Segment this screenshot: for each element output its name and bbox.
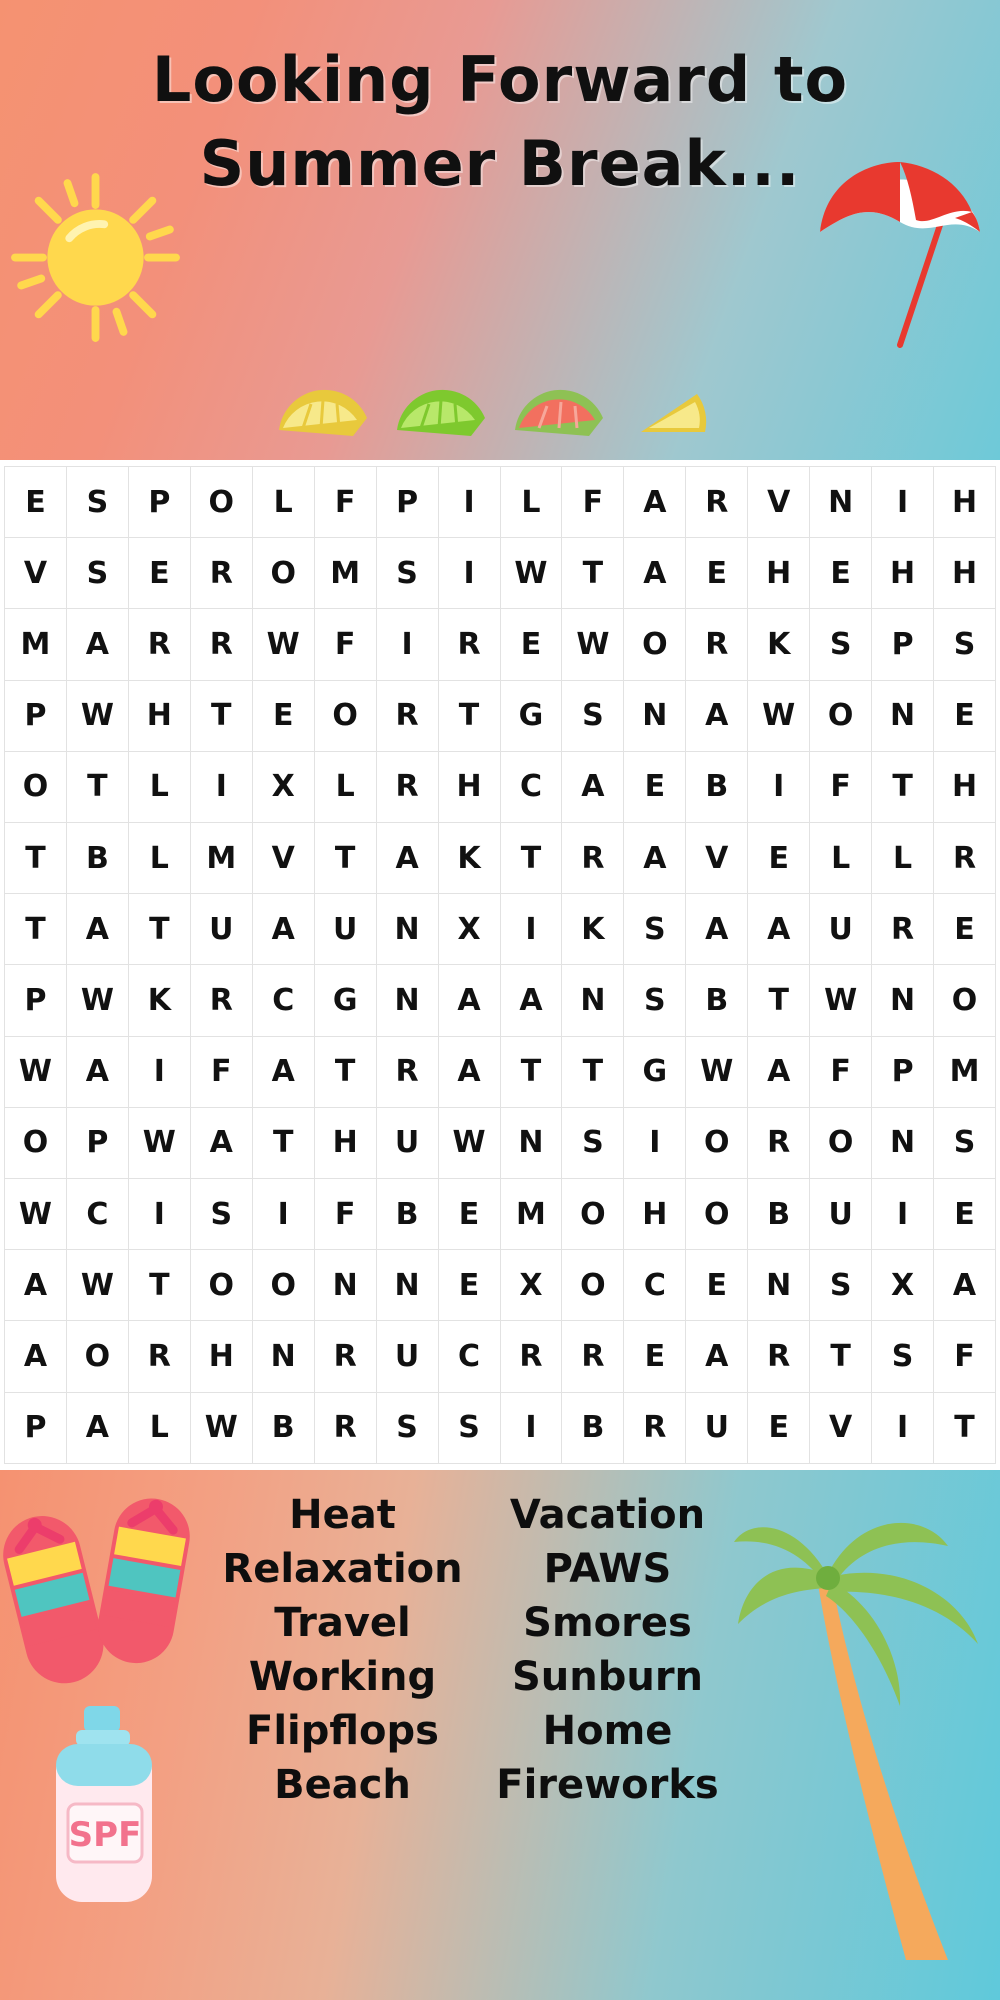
grid-cell[interactable]: N [748,1250,810,1321]
grid-cell[interactable]: R [438,609,500,680]
grid-cell[interactable]: T [934,1392,996,1463]
grid-cell[interactable]: U [190,894,252,965]
grid-cell[interactable]: V [686,823,748,894]
word-item[interactable]: Beach [274,1762,411,1808]
grid-cell[interactable]: O [252,1250,314,1321]
grid-cell[interactable]: A [5,1250,67,1321]
grid-cell[interactable]: R [376,751,438,822]
grid-cell[interactable]: B [376,1179,438,1250]
grid-cell[interactable]: E [686,538,748,609]
word-item[interactable]: Heat [289,1492,396,1538]
grid-cell[interactable]: K [562,894,624,965]
grid-cell[interactable]: W [438,1107,500,1178]
grid-cell[interactable]: I [128,1036,190,1107]
grid-cell[interactable]: L [500,467,562,538]
grid-cell[interactable]: U [314,894,376,965]
grid-cell[interactable]: A [934,1250,996,1321]
word-item[interactable]: Smores [523,1600,692,1646]
grid-cell[interactable]: R [872,894,934,965]
grid-cell[interactable]: A [66,894,128,965]
grid-cell[interactable]: M [5,609,67,680]
grid-cell[interactable]: P [376,467,438,538]
grid-cell[interactable]: R [748,1107,810,1178]
grid-cell[interactable]: O [314,680,376,751]
grid-cell[interactable]: A [748,894,810,965]
grid-cell[interactable]: R [562,1321,624,1392]
grid-cell[interactable]: N [872,1107,934,1178]
grid-cell[interactable]: U [810,894,872,965]
grid-cell[interactable]: B [562,1392,624,1463]
grid-cell[interactable]: S [810,609,872,680]
grid-cell[interactable]: A [252,894,314,965]
grid-cell[interactable]: X [500,1250,562,1321]
grid-cell[interactable]: I [438,467,500,538]
grid-cell[interactable]: N [810,467,872,538]
grid-cell[interactable]: H [438,751,500,822]
table-row [5,751,996,822]
table-row [5,1107,996,1178]
grid-cell[interactable]: O [686,1179,748,1250]
grid-cell[interactable]: I [500,894,562,965]
word-item[interactable]: PAWS [543,1546,672,1592]
grid-cell[interactable]: E [128,538,190,609]
grid-cell[interactable]: S [934,1107,996,1178]
grid-cell[interactable]: E [748,823,810,894]
grid-cell[interactable]: E [810,538,872,609]
grid-cell[interactable]: I [748,751,810,822]
grid-cell[interactable]: S [624,965,686,1036]
grid-cell[interactable]: R [376,1036,438,1107]
grid-cell[interactable]: W [252,609,314,680]
grid-cell[interactable]: C [624,1250,686,1321]
grid-cell[interactable]: R [686,467,748,538]
grid-cell[interactable]: A [376,823,438,894]
grid-cell[interactable]: O [252,538,314,609]
grid-cell[interactable]: T [314,1036,376,1107]
grid-cell[interactable]: A [624,538,686,609]
grid-cell[interactable]: H [934,538,996,609]
grid-cell[interactable]: R [128,609,190,680]
grid-cell[interactable]: P [66,1107,128,1178]
grid-cell[interactable]: T [128,894,190,965]
grid-cell[interactable]: S [562,680,624,751]
word-item[interactable]: Vacation [509,1492,706,1538]
lemon-wedge-icon [627,380,727,442]
grid-cell[interactable]: S [624,894,686,965]
grid-cell[interactable]: B [686,751,748,822]
grid-cell[interactable]: S [376,1392,438,1463]
grid-cell[interactable]: W [5,1036,67,1107]
grid-cell[interactable]: T [562,538,624,609]
grid-cell[interactable]: R [190,538,252,609]
grid-cell[interactable]: I [128,1179,190,1250]
grid-cell[interactable]: I [190,751,252,822]
word-item[interactable]: Flipflops [246,1708,439,1754]
word-item[interactable]: Home [542,1708,673,1754]
grid-cell[interactable]: T [500,1036,562,1107]
grid-cell[interactable]: M [934,1036,996,1107]
grid-cell[interactable]: T [562,1036,624,1107]
grid-cell[interactable]: P [872,1036,934,1107]
grid-cell[interactable]: R [624,1392,686,1463]
fruit-decoration-row [0,380,1000,442]
grid-cell[interactable]: T [500,823,562,894]
footer-wordlist-banner [0,1470,1000,2000]
word-item[interactable]: Sunburn [511,1654,704,1700]
grid-cell[interactable]: R [190,609,252,680]
grid-cell[interactable]: A [438,1036,500,1107]
grid-cell[interactable]: O [562,1179,624,1250]
grid-cell[interactable]: O [934,965,996,1036]
grid-cell[interactable]: L [128,1392,190,1463]
grid-cell[interactable]: N [872,965,934,1036]
grid-cell[interactable]: T [190,680,252,751]
table-row [5,467,996,538]
grid-cell[interactable]: R [686,609,748,680]
grid-cell[interactable]: A [624,467,686,538]
grid-cell[interactable]: I [376,609,438,680]
grid-cell[interactable]: I [438,538,500,609]
grid-cell[interactable]: N [252,1321,314,1392]
grid-cell[interactable]: L [252,467,314,538]
grid-cell[interactable]: E [5,467,67,538]
grid-cell[interactable]: E [252,680,314,751]
grid-cell[interactable]: W [748,680,810,751]
grid-cell[interactable]: A [562,751,624,822]
grid-cell[interactable]: A [66,1392,128,1463]
sunscreen-label: SPF [68,1815,142,1855]
grid-cell[interactable]: N [376,894,438,965]
grid-cell[interactable]: A [624,823,686,894]
title-block [0,38,1000,205]
grid-cell[interactable]: R [562,823,624,894]
word-item[interactable]: Working [248,1654,437,1700]
lime-slice-icon [391,380,491,442]
table-row [5,1036,996,1107]
table-row [5,1250,996,1321]
grid-cell[interactable]: H [128,680,190,751]
grid-cell[interactable]: V [748,467,810,538]
grid-cell[interactable]: F [314,609,376,680]
grid-cell[interactable]: O [66,1321,128,1392]
grid-cell[interactable]: A [5,1321,67,1392]
grid-cell[interactable]: T [66,751,128,822]
word-item[interactable]: Fireworks [496,1762,719,1808]
grid-cell[interactable]: B [66,823,128,894]
grid-cell[interactable]: G [314,965,376,1036]
puzzle-grid-container [0,460,1000,1470]
grid-cell[interactable]: R [128,1321,190,1392]
word-item[interactable]: Relaxation [222,1546,463,1592]
grid-cell[interactable]: H [872,538,934,609]
grid-cell[interactable]: R [934,823,996,894]
grid-cell[interactable]: W [190,1392,252,1463]
grid-cell[interactable]: T [810,1321,872,1392]
grid-cell[interactable]: S [438,1392,500,1463]
grid-cell[interactable]: F [562,467,624,538]
table-row [5,1179,996,1250]
grid-cell[interactable]: O [190,467,252,538]
grid-cell[interactable]: U [810,1179,872,1250]
grid-cell[interactable]: T [748,965,810,1036]
grid-cell[interactable]: T [128,1250,190,1321]
grid-cell[interactable]: C [66,1179,128,1250]
grid-cell[interactable]: W [500,538,562,609]
grid-cell[interactable]: E [934,894,996,965]
grid-cell[interactable]: T [5,823,67,894]
grid-cell[interactable]: F [314,1179,376,1250]
grid-cell[interactable]: E [438,1250,500,1321]
grid-cell[interactable]: R [376,680,438,751]
letter-grid[interactable] [4,466,996,1464]
grid-cell[interactable]: A [66,609,128,680]
grid-cell[interactable]: K [128,965,190,1036]
grid-cell[interactable]: W [66,680,128,751]
grid-cell[interactable]: M [314,538,376,609]
grid-cell[interactable]: W [128,1107,190,1178]
grid-cell[interactable]: A [686,894,748,965]
grid-cell[interactable]: A [748,1036,810,1107]
grid-cell[interactable]: M [500,1179,562,1250]
grid-cell[interactable]: S [190,1179,252,1250]
letter-grid-body [5,467,996,1464]
grid-cell[interactable]: E [934,1179,996,1250]
grid-cell[interactable]: R [314,1321,376,1392]
flipflops-icon [0,1482,214,1712]
grid-cell[interactable]: W [686,1036,748,1107]
grid-cell[interactable]: L [128,823,190,894]
table-row [5,538,996,609]
palm-tree-icon [734,1498,994,1968]
grid-cell[interactable]: N [376,1250,438,1321]
grid-cell[interactable]: X [252,751,314,822]
grid-cell[interactable]: I [624,1107,686,1178]
table-row [5,1321,996,1392]
grid-cell[interactable]: F [810,1036,872,1107]
grid-cell[interactable]: P [872,609,934,680]
grid-cell[interactable]: O [686,1107,748,1178]
grid-cell[interactable]: E [686,1250,748,1321]
title-line-1: Looking Forward to [151,43,849,116]
grid-cell[interactable]: H [934,751,996,822]
watermelon-slice-icon [509,380,609,442]
table-row [5,823,996,894]
grid-cell[interactable]: S [66,538,128,609]
word-item[interactable]: Travel [274,1600,411,1646]
grid-cell[interactable]: O [5,1107,67,1178]
grid-cell[interactable]: F [934,1321,996,1392]
grid-cell[interactable]: O [190,1250,252,1321]
grid-cell[interactable]: I [872,1179,934,1250]
grid-cell[interactable]: N [314,1250,376,1321]
grid-cell[interactable]: T [872,751,934,822]
grid-cell[interactable]: P [5,680,67,751]
grid-cell[interactable]: I [872,467,934,538]
grid-cell[interactable]: P [5,965,67,1036]
grid-cell[interactable]: T [314,823,376,894]
grid-cell[interactable]: A [190,1107,252,1178]
grid-cell[interactable]: W [66,1250,128,1321]
grid-cell[interactable]: B [252,1392,314,1463]
grid-cell[interactable]: O [562,1250,624,1321]
grid-cell[interactable]: B [748,1179,810,1250]
table-row [5,609,996,680]
grid-cell[interactable]: N [872,680,934,751]
grid-cell[interactable]: W [562,609,624,680]
grid-cell[interactable]: E [934,680,996,751]
grid-cell[interactable]: X [872,1250,934,1321]
lemon-slice-icon [273,380,373,442]
grid-cell[interactable]: T [252,1107,314,1178]
grid-cell[interactable]: V [252,823,314,894]
grid-cell[interactable]: U [376,1321,438,1392]
grid-cell[interactable]: H [748,538,810,609]
grid-cell[interactable]: C [252,965,314,1036]
grid-cell[interactable]: A [686,1321,748,1392]
grid-cell[interactable]: E [438,1179,500,1250]
grid-cell[interactable]: E [748,1392,810,1463]
grid-cell[interactable]: C [500,751,562,822]
grid-cell[interactable]: I [500,1392,562,1463]
grid-cell[interactable]: F [810,751,872,822]
grid-cell[interactable]: F [190,1036,252,1107]
grid-cell[interactable]: L [872,823,934,894]
grid-cell[interactable]: R [314,1392,376,1463]
grid-cell[interactable]: S [872,1321,934,1392]
grid-cell[interactable]: L [128,751,190,822]
grid-cell[interactable]: S [66,467,128,538]
grid-cell[interactable]: L [810,823,872,894]
grid-cell[interactable]: B [686,965,748,1036]
grid-cell[interactable]: T [5,894,67,965]
grid-cell[interactable]: O [810,680,872,751]
grid-cell[interactable]: I [872,1392,934,1463]
grid-cell[interactable]: K [438,823,500,894]
table-row [5,680,996,751]
grid-cell[interactable]: R [190,965,252,1036]
grid-cell[interactable]: G [624,1036,686,1107]
grid-cell[interactable]: U [686,1392,748,1463]
grid-cell[interactable]: R [748,1321,810,1392]
grid-cell[interactable]: N [624,680,686,751]
grid-cell[interactable]: T [438,680,500,751]
table-row [5,965,996,1036]
grid-cell[interactable]: O [810,1107,872,1178]
grid-cell[interactable]: C [438,1321,500,1392]
grid-cell[interactable]: P [5,1392,67,1463]
grid-cell[interactable]: A [252,1036,314,1107]
grid-cell[interactable]: A [686,680,748,751]
grid-cell[interactable]: I [252,1179,314,1250]
grid-cell[interactable]: N [562,965,624,1036]
grid-cell[interactable]: U [376,1107,438,1178]
table-row [5,894,996,965]
grid-cell[interactable]: E [624,751,686,822]
grid-cell[interactable]: W [810,965,872,1036]
grid-cell[interactable]: F [314,467,376,538]
grid-cell[interactable]: X [438,894,500,965]
grid-cell[interactable]: O [624,609,686,680]
grid-cell[interactable]: L [314,751,376,822]
grid-cell[interactable]: A [438,965,500,1036]
grid-cell[interactable]: O [5,751,67,822]
grid-cell[interactable]: K [748,609,810,680]
header-banner [0,0,1000,460]
grid-cell[interactable]: A [500,965,562,1036]
grid-cell[interactable]: E [500,609,562,680]
grid-cell[interactable]: G [500,680,562,751]
grid-cell[interactable]: E [624,1321,686,1392]
grid-cell[interactable]: H [934,467,996,538]
grid-cell[interactable]: S [376,538,438,609]
grid-cell[interactable]: S [810,1250,872,1321]
grid-cell[interactable]: V [5,538,67,609]
grid-cell[interactable]: S [562,1107,624,1178]
grid-cell[interactable]: A [66,1036,128,1107]
grid-cell[interactable]: N [376,965,438,1036]
grid-cell[interactable]: P [128,467,190,538]
title-line-2: Summer Break... [199,126,801,200]
grid-cell[interactable]: S [934,609,996,680]
table-row [5,1392,996,1463]
grid-cell[interactable]: H [190,1321,252,1392]
sunscreen-bottle-icon [30,1700,180,1910]
grid-cell[interactable]: M [190,823,252,894]
grid-cell[interactable]: W [5,1179,67,1250]
grid-cell[interactable]: H [314,1107,376,1178]
grid-cell[interactable]: W [66,965,128,1036]
word-list [215,1490,735,1810]
grid-cell[interactable]: H [624,1179,686,1250]
grid-cell[interactable]: V [810,1392,872,1463]
grid-cell[interactable]: R [500,1321,562,1392]
grid-cell[interactable]: N [500,1107,562,1178]
